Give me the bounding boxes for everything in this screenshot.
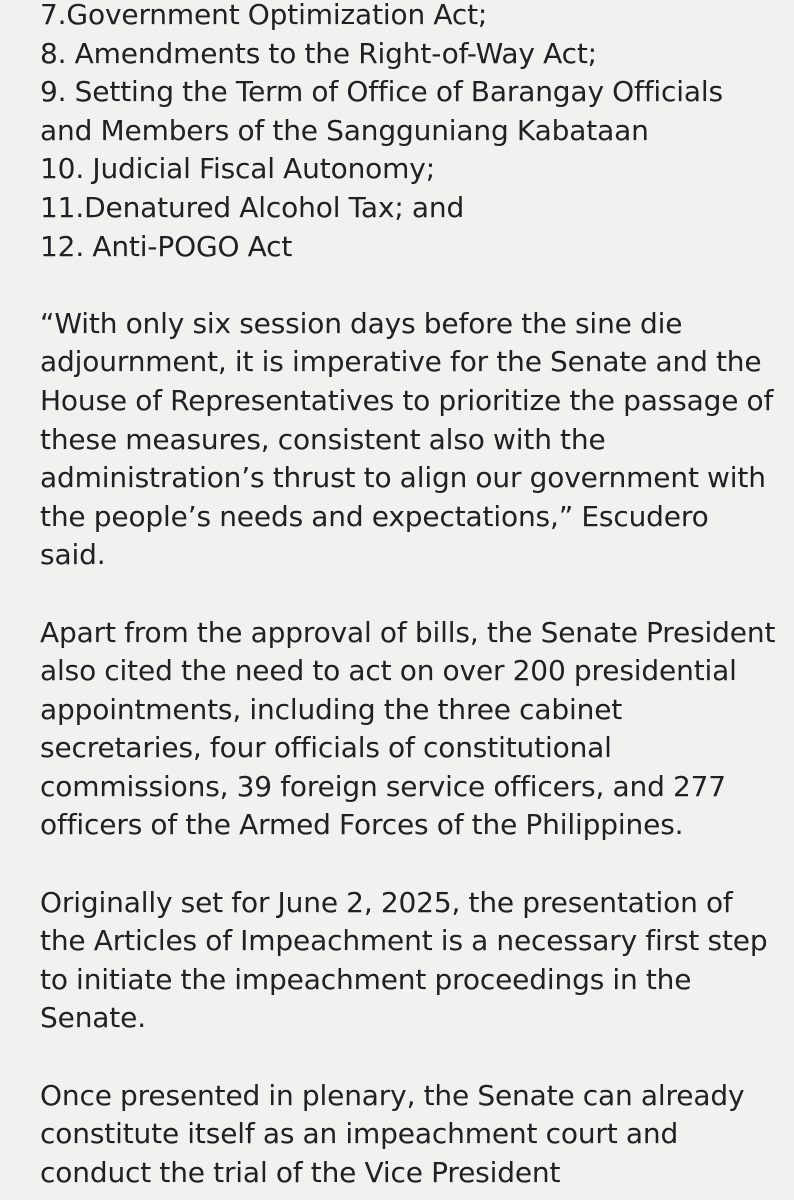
list-item-12	[40, 228, 770, 267]
quote-line-1: “With only six session days before the sine die	[40, 306, 683, 340]
articles-of-impeachment-paragraph	[40, 884, 770, 1038]
appointments-line-4: secretaries, four officials of constitutional	[40, 731, 612, 765]
appointments-line-3: appointments, including the three cabinet	[40, 692, 623, 726]
list-item-8-text: 8. Amendments to the Right-of-Way Act;	[40, 36, 597, 70]
court-line-2: constitute itself as an impeachment court and	[40, 1117, 679, 1151]
appointments-line-1: Apart from the approval of bills, the Senate President	[40, 615, 776, 649]
quote-line-2: adjournment, it is imperative for the Senate and the	[40, 345, 762, 379]
impeachment-line-2: the Articles of Impeachment is a necessary first step	[40, 924, 768, 958]
list-item-7	[40, 0, 770, 35]
list-item-8	[40, 35, 770, 74]
impeachment-court-paragraph	[40, 1077, 770, 1193]
list-item-11	[40, 189, 770, 228]
legislative-measures-list	[40, 0, 770, 266]
escudero-quote-paragraph	[40, 305, 774, 575]
impeachment-line-3: to initiate the impeachment proceedings in the	[40, 962, 692, 996]
impeachment-line-4: Senate.	[40, 1001, 146, 1035]
quote-line-3: House of Representatives to prioritize the passage of	[40, 383, 774, 417]
quote-line-4: these measures, consistent also with the	[40, 422, 606, 456]
quote-line-6: the people’s needs and expectations,” Escudero	[40, 499, 709, 533]
court-line-1: Once presented in plenary, the Senate can already	[40, 1078, 745, 1112]
quote-line-5: administration’s thrust to align our government with	[40, 461, 766, 495]
appointments-line-5: commissions, 39 foreign service officers, and 277	[40, 769, 726, 803]
appointments-paragraph	[40, 614, 776, 846]
appointments-line-2: also cited the need to act on over 200 presidential	[40, 654, 737, 688]
impeachment-line-1: Originally set for June 2, 2025, the presentation of	[40, 885, 733, 919]
quote-line-7: said.	[40, 538, 106, 572]
court-line-3: conduct the trial of the Vice President	[40, 1155, 561, 1189]
list-item-11-text: 11.Denatured Alcohol Tax; and	[40, 190, 465, 224]
list-item-12-text: 12. Anti-POGO Act	[40, 229, 293, 263]
list-item-9-text-line-2: and Members of the Sangguniang Kabataan	[40, 113, 649, 147]
list-item-7-text: 7.Government Optimization Act;	[40, 0, 488, 31]
appointments-line-6: officers of the Armed Forces of the Philippines.	[40, 808, 684, 842]
list-item-10	[40, 150, 770, 189]
list-item-10-text: 10. Judicial Fiscal Autonomy;	[40, 152, 435, 186]
list-item-9	[40, 73, 770, 150]
list-item-9-text-line-1: 9. Setting the Term of Office of Barangay Officials	[40, 75, 723, 109]
